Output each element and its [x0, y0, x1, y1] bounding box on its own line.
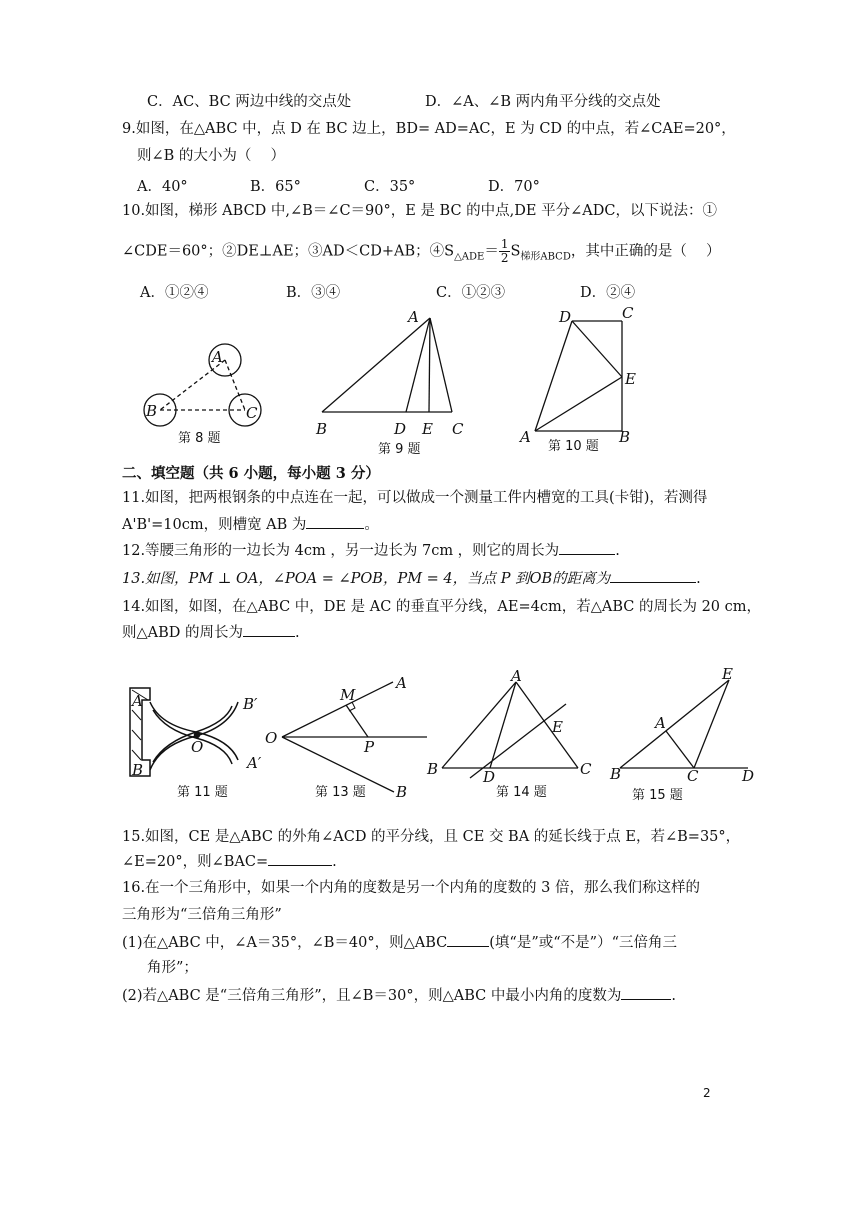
q10-sub-trap: 梯形ABCD — [520, 251, 571, 263]
fig11-label-a-prime: A′ — [247, 754, 262, 772]
figure-15 — [620, 680, 748, 768]
q8-option-d: D．∠A、∠B 两内角平分线的交点处 — [425, 94, 661, 110]
fig14-label-d: D — [483, 768, 496, 786]
fig10-label-c: C — [622, 304, 634, 322]
q11-line2 — [122, 514, 379, 535]
q14-answer-blank[interactable] — [243, 622, 295, 637]
fig10-label-b: B — [619, 428, 631, 446]
q10-sub-ade: △ADE — [454, 251, 485, 263]
fig9-label-e: E — [422, 420, 433, 438]
q11-end: 。 — [364, 517, 379, 533]
fig10-label-e: E — [625, 370, 636, 388]
q16-part2 — [122, 985, 676, 1006]
fig10-caption: 第 10 题 — [548, 439, 599, 454]
q15-answer-blank[interactable] — [268, 851, 332, 866]
q10-frac-den: 2 — [500, 251, 509, 265]
fig9-caption: 第 9 题 — [378, 442, 421, 457]
q13-answer-blank[interactable] — [610, 568, 696, 583]
q9-option-d: D．70° — [488, 179, 540, 195]
figure-9 — [322, 318, 452, 412]
fig13-label-a: A — [396, 674, 407, 692]
fig15-label-c: C — [687, 767, 699, 785]
segment-ae — [535, 377, 622, 431]
segment-mp — [346, 705, 368, 737]
q10-line2-part-a: ∠CDE＝60°；②DE⊥AE；③AD＜CD+AB；④S — [122, 243, 455, 260]
fig8-label-a: A — [212, 348, 223, 366]
q12 — [122, 540, 620, 561]
fig13-caption: 第 13 题 — [315, 785, 366, 800]
hatch-4 — [132, 750, 141, 760]
fig10-label-a: A — [520, 428, 531, 446]
q15-end: . — [332, 854, 337, 870]
fig14-label-e: E — [552, 718, 563, 736]
fig15-label-e: E — [722, 665, 733, 683]
q10-line1: 10.如图，梯形 ABCD 中,∠B＝∠C＝90°，E 是 BC 的中点,DE 平分∠ADC，以下说法：① — [122, 203, 717, 219]
segment-ac — [516, 682, 578, 768]
q11-text: A'B'=10cm，则槽宽 AB 为 — [122, 517, 307, 533]
q16-part2-answer-blank[interactable] — [621, 985, 671, 1000]
q16-part1-answer-blank[interactable] — [447, 932, 489, 947]
q10-option-c: C．①②③ — [436, 285, 506, 301]
fig15-label-d: D — [742, 767, 755, 785]
hatch-3 — [132, 730, 141, 740]
fig13-label-b: B — [396, 783, 408, 801]
q16-part1-cont: 角形”； — [147, 960, 198, 976]
fig8-label-b: B — [146, 402, 158, 420]
page-number: 2 — [703, 1086, 711, 1100]
segment-ae — [429, 318, 430, 412]
hatch-2 — [132, 710, 141, 720]
q15-line2 — [122, 851, 337, 872]
q13-text: 13.如图，PM ⊥ OA，∠POA = ∠POB，PM = 4，当点 P 到OB的距离为 — [122, 571, 611, 587]
q10-equals: ＝ — [484, 243, 499, 260]
q10-option-d: D．②④ — [580, 285, 636, 301]
q10-s: S — [510, 243, 521, 260]
figure-10 — [535, 321, 622, 431]
q14-text: 则△ABD 的周长为 — [122, 625, 244, 641]
q16-line1: 16.在一个三角形中，如果一个内角的度数是另一个内角的度数的 3 倍，那么我们称这样的 — [122, 880, 700, 896]
segment-da — [535, 321, 572, 431]
segment-ec — [694, 680, 729, 768]
segment-ab — [322, 318, 430, 412]
q9-option-b: B．65° — [250, 179, 301, 195]
ray-ob — [282, 737, 394, 792]
fig13-label-m: M — [340, 686, 356, 704]
fig14-label-b: B — [427, 760, 439, 778]
q9-line2: 则∠B 的大小为（ ） — [137, 148, 286, 164]
fig11-caption: 第 11 题 — [177, 785, 228, 800]
fig9-label-a: A — [408, 308, 419, 326]
segment-be — [620, 680, 729, 768]
q11-line1: 11.如图，把两根钢条的中点连在一起，可以做成一个测量工件内槽宽的工具(卡钳)，若测得 — [122, 490, 708, 506]
q13 — [122, 568, 701, 589]
q8-option-c: C．AC、BC 两边中线的交点处 — [147, 94, 352, 110]
fig9-label-d: D — [394, 420, 407, 438]
fig13-label-p: P — [364, 738, 375, 756]
ray-oa — [282, 682, 393, 737]
section-2-title: 二、填空题（共 6 小题，每小题 3 分） — [122, 465, 380, 482]
segment-ad — [490, 682, 516, 768]
fig14-label-c: C — [580, 760, 592, 778]
fig13-label-o: O — [265, 729, 278, 747]
q10-frac-num: 1 — [500, 237, 509, 251]
q14-end: . — [295, 625, 300, 641]
fig9-label-b: B — [316, 420, 328, 438]
q16-part1-hint: (填“是”或“不是”）“三倍角三 — [489, 935, 677, 951]
q9-line1: 9.如图，在△ABC 中，点 D 在 BC 边上，BD= AD=AC，E 为 CD 的中点，若∠CAE=20°， — [122, 121, 736, 137]
segment-ac — [666, 731, 694, 768]
fig10-label-d: D — [559, 308, 572, 326]
segment-ab — [160, 360, 225, 410]
q10-option-a: A．①②④ — [140, 285, 209, 301]
q9-option-a: A．40° — [137, 179, 188, 195]
q15-text: ∠E=20°，则∠BAC= — [122, 854, 269, 870]
fig14-label-a: A — [511, 667, 522, 685]
perpendicular-bisector-de — [470, 704, 566, 778]
figure-8 — [144, 344, 261, 426]
fig15-label-a: A — [655, 714, 666, 732]
fig11-label-a: A — [132, 692, 143, 710]
q15-line1: 15.如图，CE 是△ABC 的外角∠ACD 的平分线，且 CE 交 BA 的延长线于点 E，若∠B=35°， — [122, 829, 741, 845]
fig11-label-b: B — [132, 761, 144, 779]
q13-end: . — [696, 571, 701, 587]
q16-part1 — [122, 932, 677, 953]
q16-part2-end: . — [671, 988, 676, 1004]
q16-part2-text: (2)若△ABC 是“三倍角三角形”，且∠B＝30°，则△ABC 中最小内角的度数为 — [122, 988, 622, 1004]
figure-11 — [130, 688, 238, 776]
q11-answer-blank[interactable] — [306, 514, 364, 529]
fig9-label-c: C — [452, 420, 464, 438]
q10-option-b: B．③④ — [286, 285, 341, 301]
q14-line2 — [122, 622, 300, 643]
segment-de — [572, 321, 622, 377]
q9-option-c: C．35° — [364, 179, 416, 195]
q14-line1: 14.如图，如图，在△ABC 中，DE 是 AC 的垂直平分线，AE=4cm，若△ABC 的周长为 20 cm， — [122, 599, 762, 615]
fig15-caption: 第 15 题 — [632, 788, 683, 803]
q12-end: . — [615, 543, 620, 559]
q12-text: 12.等腰三角形的一边长为 4cm ，另一边长为 7cm ，则它的周长为 — [122, 543, 560, 559]
fig8-caption: 第 8 题 — [178, 431, 221, 446]
fig14-caption: 第 14 题 — [496, 785, 547, 800]
q12-answer-blank[interactable] — [559, 540, 615, 555]
segment-ad — [406, 318, 430, 412]
segment-ac — [430, 318, 452, 412]
q16-line2: 三角形为“三倍角三角形” — [122, 907, 282, 923]
segment-ac — [225, 360, 245, 410]
fig11-label-o: O — [191, 738, 204, 756]
q10-line2-part-c: ，其中正确的是（ ） — [570, 243, 721, 260]
fig8-label-c: C — [246, 404, 258, 422]
segment-ab — [442, 682, 516, 768]
fig15-label-b: B — [610, 765, 622, 783]
pivot-o — [195, 733, 200, 738]
fig11-label-b-prime: B′ — [243, 695, 258, 713]
q16-part1-text: (1)在△ABC 中，∠A＝35°，∠B＝40°，则△ABC — [122, 935, 448, 951]
